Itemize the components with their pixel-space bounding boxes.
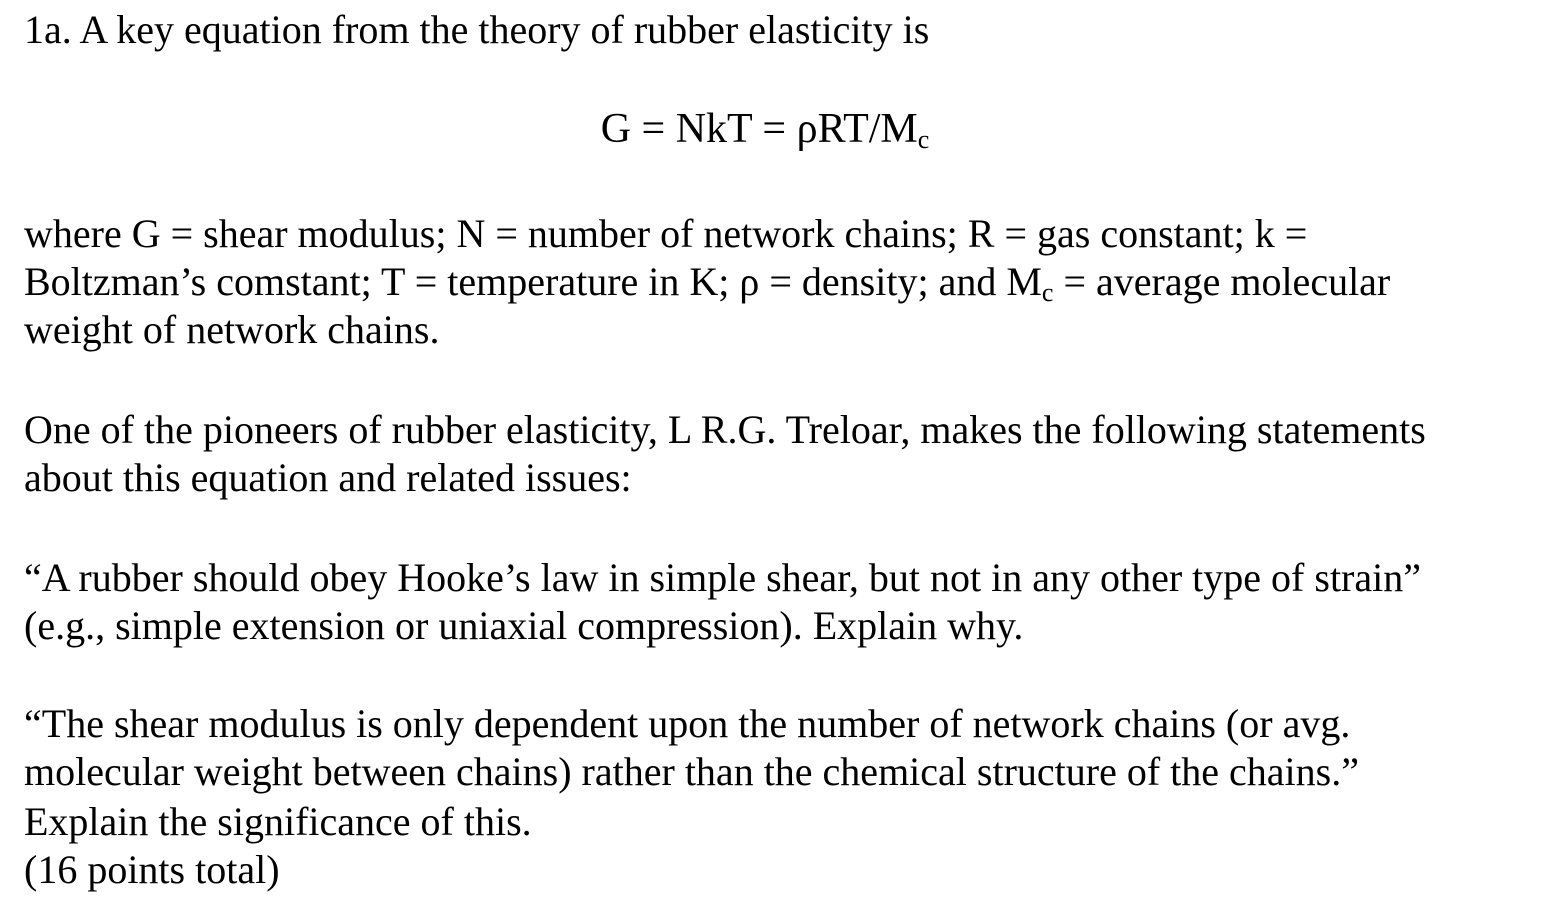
problem-intro: 1a. A key equation from the theory of rubber elasticity is [24,7,930,52]
definitions-line-2-a: Boltzman’s comstant; T = temperature in K; ρ = density; and M [24,259,1042,304]
definitions-subscript: c [1041,278,1054,307]
definitions-line-2 [24,258,1390,306]
context-line-2: about this equation and related issues: [24,455,632,500]
quote1-line-2: (e.g., simple extension or uniaxial compression). Explain why. [24,603,1024,648]
quote2-line-2: molecular weight between chains) rather than the chemical structure of the chains.” [24,749,1359,794]
definitions-line-3: weight of network chains. [24,307,440,352]
quote1-line-1: “A rubber should obey Hooke’s law in simple shear, but not in any other type of strain” [24,555,1421,600]
points-total: (16 points total) [24,847,280,892]
quote2-line-3: Explain the significance of this. [24,799,532,844]
equation-main: G = NkT = ρRT/M [600,106,918,152]
equation-subscript: c [917,125,930,154]
context-line-1: One of the pioneers of rubber elasticity, L R.G. Treloar, makes the following statements [24,407,1426,452]
rubber-elasticity-equation [0,104,1554,154]
quote2-line-1: “The shear modulus is only dependent upon the number of network chains (or avg. [24,701,1351,746]
definitions-line-2-b: = average molecular [1053,259,1391,304]
definitions-line-1: where G = shear modulus; N = number of network chains; R = gas constant; k = [24,211,1308,256]
